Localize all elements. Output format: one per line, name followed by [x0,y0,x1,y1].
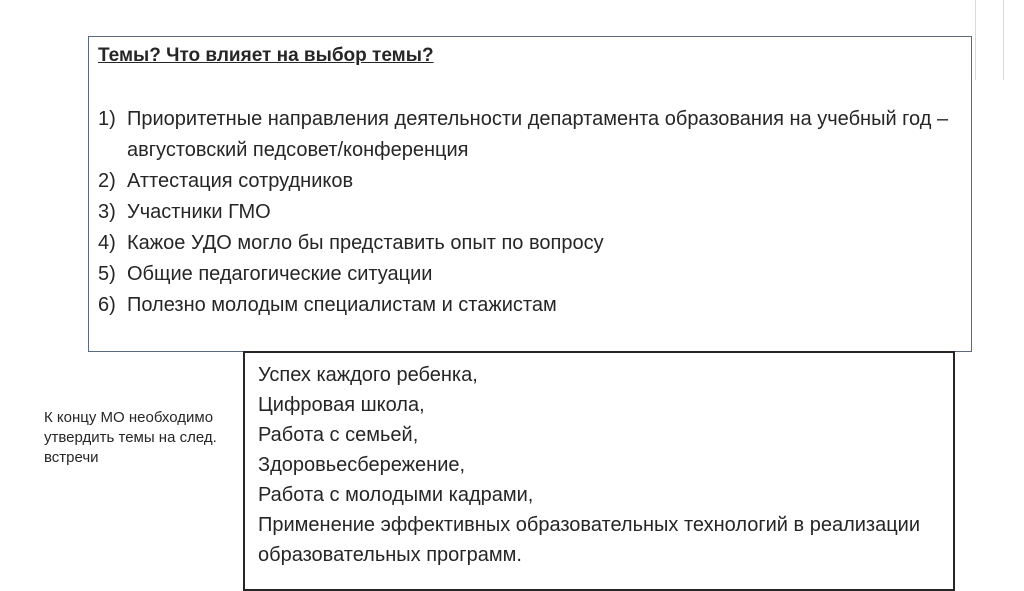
goal-item: Работа с семьей, [258,424,419,446]
topic-item-1 [98,104,958,166]
goals-box [243,351,955,591]
topic-text: Участники ГМО [127,201,271,223]
topic-item-5 [98,259,958,290]
topic-text: Аттестация сотрудников [127,170,354,192]
topic-item-4 [98,228,958,259]
goal-item: Работа с молодыми кадрами, [258,484,534,506]
goal-item: Цифровая школа, [258,394,425,416]
topic-item-3 [98,197,958,228]
goal-item: Успех каждого ребенка, [258,364,478,386]
topics-title: Темы? Что влияет на выбор темы? [98,45,434,66]
decorative-line [975,0,976,80]
topics-box [88,36,972,352]
topic-text: Приоритетные направления деятельности департамента образования на учебный год – августовский педсовет/конференция [127,108,949,161]
goals-list [258,360,948,570]
side-note: К концу МО необходимо утвердить темы на след. встречи [44,409,217,466]
topics-list [98,104,958,321]
topic-text: Полезно молодым специалистам и стажистам [127,294,557,316]
topic-text: Кажое УДО могло бы представить опыт по вопросу [127,232,604,254]
topic-number: 4) [98,232,116,254]
topic-text: Общие педагогические ситуации [127,263,433,285]
topic-item-6 [98,290,958,321]
topic-number: 6) [98,294,116,316]
goal-item: Здоровьесбережение, [258,454,466,476]
topic-number: 2) [98,170,116,192]
topic-number: 1) [98,108,116,130]
decorative-line [1003,0,1004,80]
topic-item-2 [98,166,958,197]
topic-number: 5) [98,263,116,285]
topic-number: 3) [98,201,116,223]
goal-item: Применение эффективных образовательных технологий в реализации образовательных программ. [258,514,921,566]
